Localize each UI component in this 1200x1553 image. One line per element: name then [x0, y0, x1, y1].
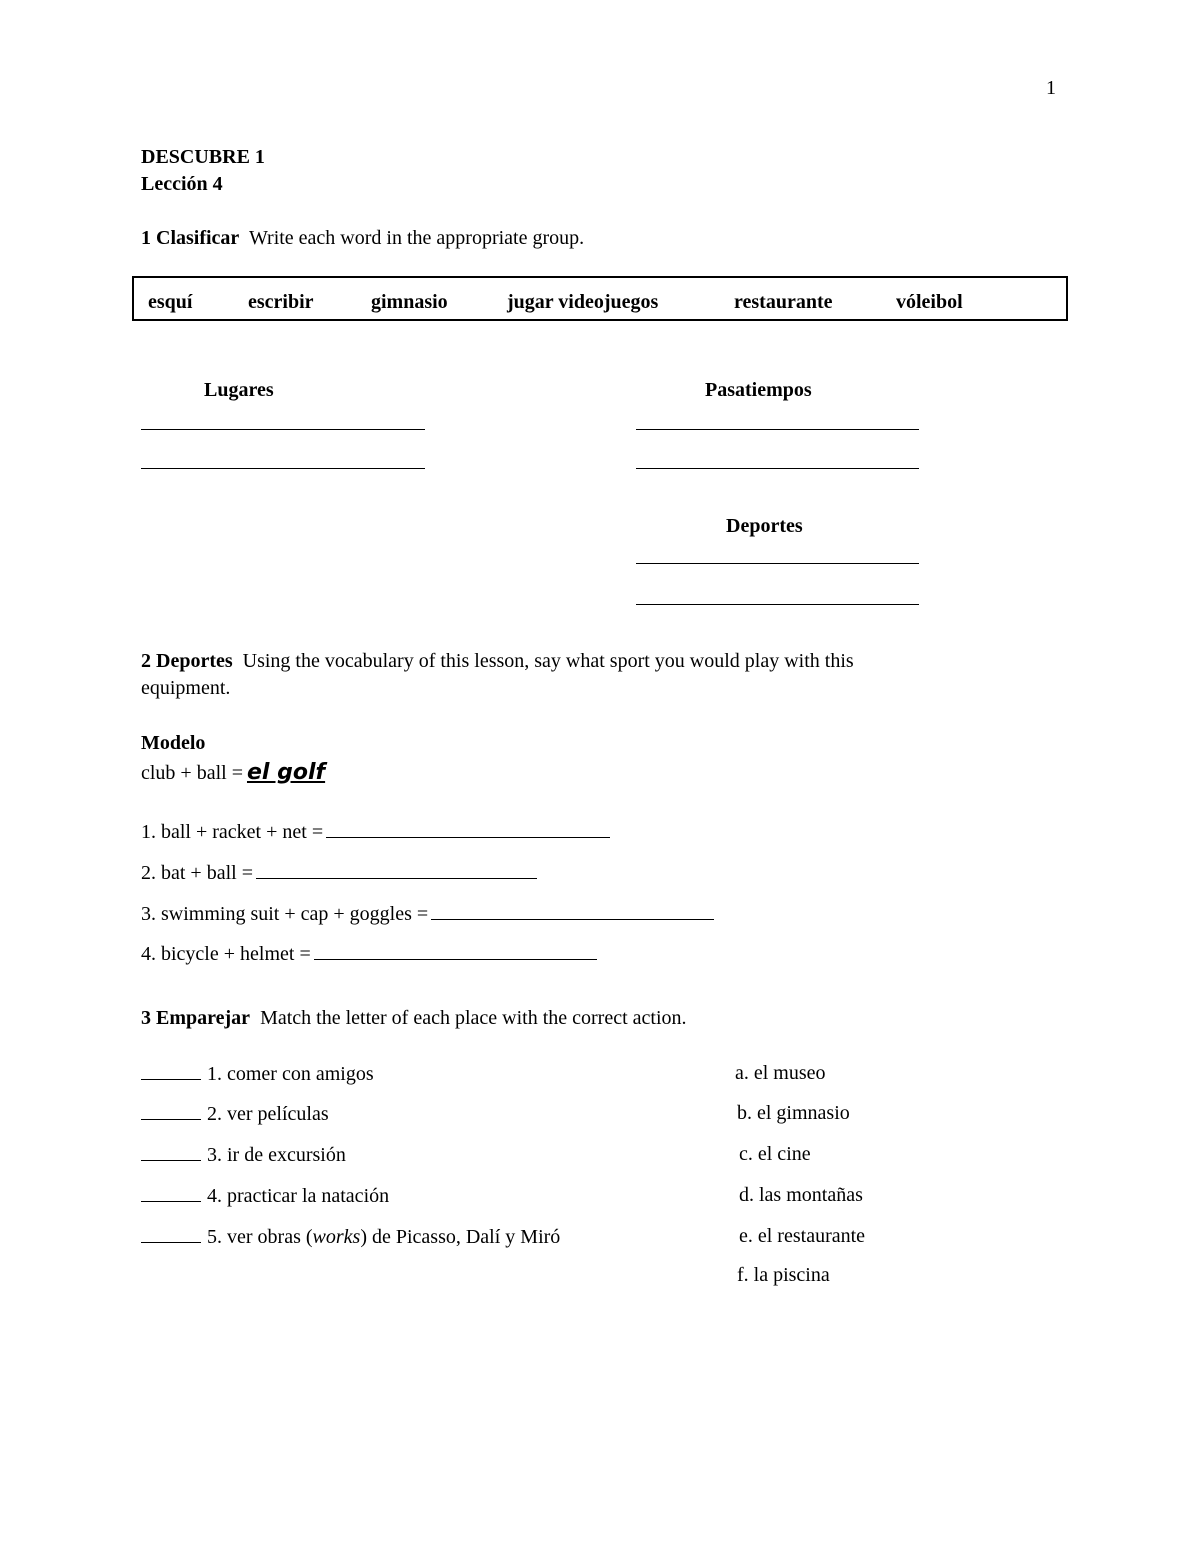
sport-answer-blank[interactable]: [431, 899, 714, 920]
match-action-suffix: ) de Picasso, Dalí y Miró: [360, 1226, 561, 1248]
match-place: a. el museo: [735, 1062, 826, 1084]
section3-title: 3 Emparejar: [141, 1007, 251, 1029]
match-place: d. las montañas: [739, 1184, 863, 1206]
section2-instruction: Using the vocabulary of this lesson, say what sport you would play with this: [242, 650, 854, 672]
match-item: [141, 1183, 389, 1208]
match-answer-blank[interactable]: [141, 1183, 201, 1202]
page-number: 1: [1046, 77, 1056, 99]
sport-item-prompt: 4. bicycle + helmet =: [141, 943, 311, 965]
match-action-prefix: 5. ver obras (: [207, 1226, 313, 1248]
category-pasatiempos: Pasatiempos: [705, 379, 812, 401]
category-lugares: Lugares: [204, 379, 274, 401]
category-deportes: Deportes: [726, 515, 803, 537]
sport-answer-blank[interactable]: [326, 817, 610, 838]
sport-item: [141, 899, 714, 926]
word-bank: [132, 276, 1068, 321]
match-action: 2. ver películas: [207, 1103, 329, 1125]
match-place: f. la piscina: [737, 1264, 830, 1286]
sport-item-prompt: 3. swimming suit + cap + goggles =: [141, 903, 429, 925]
sport-item: [141, 858, 537, 885]
section1-heading: [141, 226, 584, 250]
match-answer-blank[interactable]: [141, 1224, 201, 1243]
section2-title: 2 Deportes: [141, 650, 233, 672]
word-bank-item: vóleibol: [896, 291, 963, 313]
match-item: [141, 1101, 329, 1126]
section2-heading: [141, 649, 854, 673]
word-bank-item: escribir: [248, 291, 314, 313]
section2-instruction-cont: equipment.: [141, 677, 231, 699]
sport-item: [141, 939, 597, 966]
match-action: 3. ir de excursión: [207, 1144, 346, 1166]
pasatiempos-answer-line-1[interactable]: [636, 429, 919, 430]
document-title: DESCUBRE 1: [141, 146, 265, 168]
word-bank-item: restaurante: [734, 291, 833, 313]
model-label: Modelo: [141, 732, 206, 754]
match-answer-blank[interactable]: [141, 1061, 201, 1080]
sport-item-prompt: 2. bat + ball =: [141, 862, 253, 884]
sport-item-prompt: 1. ball + racket + net =: [141, 821, 324, 843]
word-bank-item: esquí: [148, 291, 193, 313]
model-prompt: club + ball =: [141, 762, 243, 784]
section1-title: 1 Clasificar: [141, 227, 240, 249]
match-place: e. el restaurante: [739, 1225, 866, 1247]
match-answer-blank[interactable]: [141, 1142, 201, 1161]
lugares-answer-line-1[interactable]: [141, 429, 425, 430]
match-answer-blank[interactable]: [141, 1101, 201, 1120]
match-item: [141, 1142, 346, 1167]
sport-answer-blank[interactable]: [256, 858, 537, 879]
sport-item: [141, 817, 610, 844]
section1-instruction: Write each word in the appropriate group.: [248, 227, 585, 249]
match-action-italic: works: [312, 1226, 361, 1248]
section3-heading: [141, 1006, 687, 1030]
lugares-answer-line-2[interactable]: [141, 468, 425, 469]
match-item: [141, 1061, 374, 1086]
model-answer: el golf: [246, 760, 326, 785]
deportes-answer-line-1[interactable]: [636, 563, 919, 564]
match-action: 1. comer con amigos: [207, 1063, 374, 1085]
lesson-title: Lección 4: [141, 173, 223, 195]
word-bank-item: jugar videojuegos: [507, 291, 659, 313]
match-action: 4. practicar la natación: [207, 1185, 390, 1207]
match-item: [141, 1224, 560, 1249]
model-example: [141, 761, 325, 785]
match-place: c. el cine: [739, 1143, 811, 1165]
sport-answer-blank[interactable]: [314, 939, 597, 960]
word-bank-item: gimnasio: [371, 291, 448, 313]
section3-instruction: Match the letter of each place with the correct action.: [260, 1007, 687, 1029]
deportes-answer-line-2[interactable]: [636, 604, 919, 605]
pasatiempos-answer-line-2[interactable]: [636, 468, 919, 469]
match-place: b. el gimnasio: [737, 1102, 850, 1124]
